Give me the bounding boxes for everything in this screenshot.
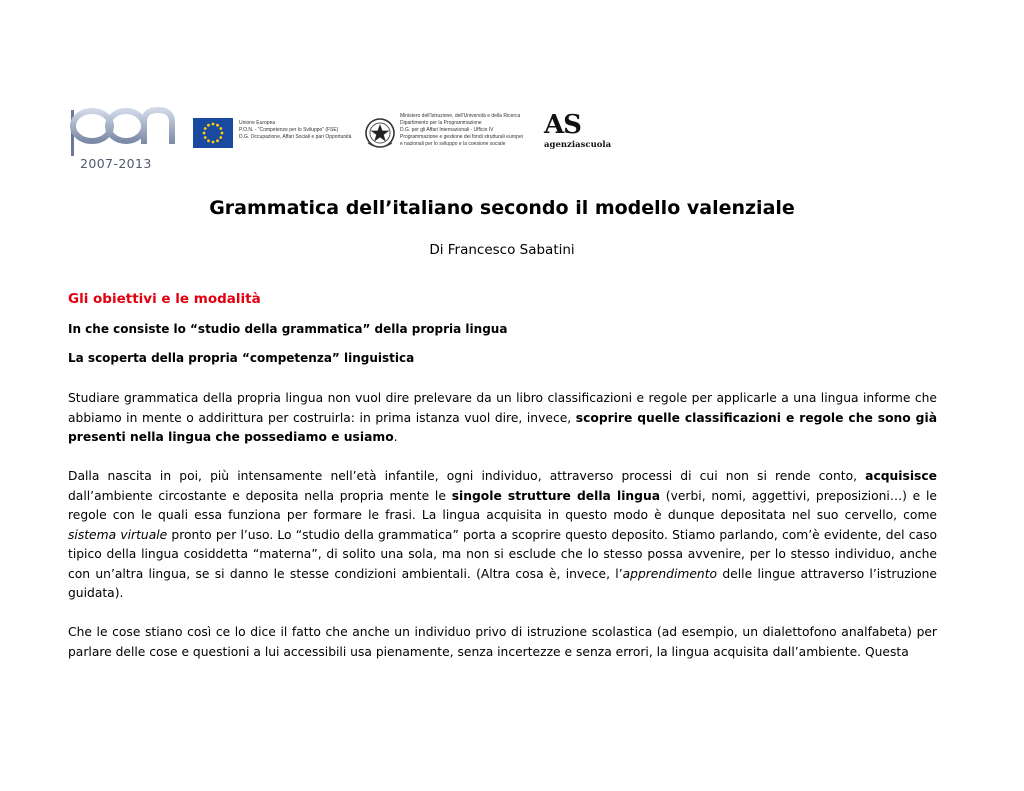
bold-run: acquisisce: [865, 469, 937, 483]
pon-years: 2007-2013: [80, 156, 152, 171]
text-run: Dalla nascita in poi, più intensamente nell’età infantile, ogni individuo, attraverso processi di cui non si rende conto,: [68, 469, 866, 483]
eu-logo: [193, 118, 353, 152]
italic-run: apprendimento: [622, 566, 718, 581]
body-paragraph: [68, 623, 937, 662]
body-paragraph: [68, 389, 937, 448]
eu-caption-line: Unione Europea: [239, 120, 276, 126]
bold-run: scoprire quelle classificazioni e regole che sono già presenti nella lingua che possediamo e usiamo: [68, 410, 938, 444]
bold-run: singole strutture della lingua: [451, 488, 661, 503]
document-author: Di Francesco Sabatini: [429, 242, 575, 258]
text-run: Che le cose stiano così ce lo dice il fatto che anche un individuo privo di istruzione scolastica (ad esempio, un dialettofono analfabeta) per parlare delle cose e questioni a lui accessibili usa pienamente, senza incertezze e senza errori, la lingua acquisita dall’ambiente. Questa: [68, 625, 937, 659]
ministry-caption-line: Dipartimento per la Programmazione: [400, 120, 482, 126]
ministry-caption: [400, 113, 523, 148]
section-heading: Gli obiettivi e le modalità: [68, 291, 261, 307]
text-run: delle lingue attraverso l’istruzione guidata).: [68, 566, 937, 600]
eu-flag-icon: [193, 118, 233, 148]
ministry-logo: [364, 113, 554, 157]
text-run: dall’ambiente circostante e deposita nella propria mente le: [68, 488, 452, 503]
pon-wordmark-graphic: [68, 104, 180, 156]
subheading: In che consiste lo “studio della grammatica” della propria lingua: [68, 322, 508, 336]
subheading: La scoperta della propria “competenza” linguistica: [68, 351, 415, 365]
text-run: pronto per l’uso. Lo “studio della grammatica” porta a scoprire questo deposito. Stiamo parlando, com’è evidente, del caso tipico della lingua cosiddetta “materna”, di solito una sola, ma non si esclude che lo stesso possa avvenire, per lo stesso individuo, anche con un’altra lingua, se si danno le stesse condizioni ambientali. (Altra cosa è, invece, l’: [68, 527, 938, 581]
italian-republic-emblem-icon: [364, 115, 396, 151]
document-title: Grammatica dell’italiano secondo il modello valenziale: [209, 197, 795, 219]
ministry-caption-line: e nazionali per lo sviluppo e la coesione sociale: [400, 141, 506, 147]
agenzia-scuola-wordmark: agenziascuola: [544, 140, 612, 150]
ministry-caption-line: Ministero dell'Istruzione, dell'Università e della Ricerca: [400, 113, 521, 119]
ministry-caption-line: Programmazione e gestione dei fondi strutturali europei: [400, 134, 523, 140]
agenzia-scuola-logo: [544, 112, 614, 158]
eu-caption-line: P.O.N. - “Competenze per lo Sviluppo” (FSE): [239, 127, 339, 133]
text-run: (verbi, nomi, aggettivi, preposizioni…) e le regole con le quali essa funziona per formare le frasi. La lingua acquisita in questo modo è dunque depositata nel suo cervello, come: [68, 488, 937, 522]
logo-strip: [68, 104, 628, 180]
ministry-caption-line: D.G. per gli Affari Internazionali - Ufficio IV: [400, 127, 494, 133]
text-run: Studiare grammatica della propria lingua non vuol dire prelevare da un libro classificazioni e regole per applicarle a una lingua informe che abbiamo in mente o addirittura per costruirla: in prima istanza vuol dire, invece,: [68, 391, 937, 425]
body-paragraph: [68, 467, 937, 604]
pon-logo: [68, 104, 180, 176]
eu-caption-line: D.G. Occupazione, Affari Sociali e pari Opportunità: [239, 134, 352, 140]
agenzia-scuola-mark: AS: [544, 110, 581, 140]
text-run: .: [393, 430, 398, 444]
eu-caption: [239, 120, 364, 141]
italic-run: sistema virtuale: [68, 527, 168, 542]
